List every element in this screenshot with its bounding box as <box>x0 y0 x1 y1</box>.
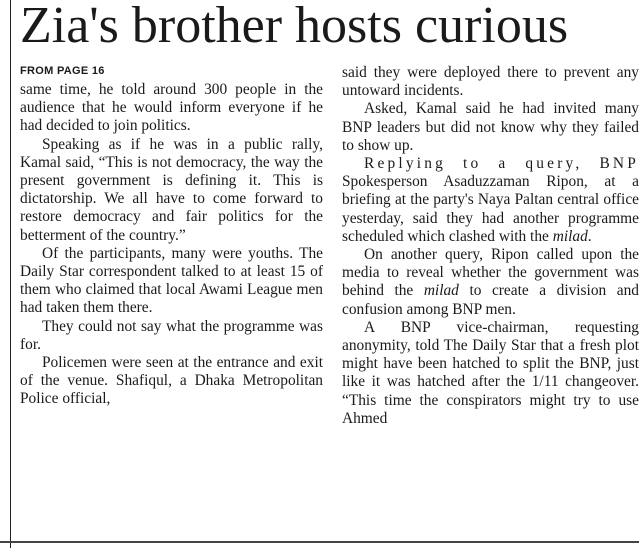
article-column-2 <box>342 64 639 428</box>
paragraph-9-b: to create a division and confusion among BNP men. <box>342 282 639 318</box>
paragraph-9-a: On another query, Ripon called upon the media to reveal whether the government was behind the <box>342 246 639 300</box>
paragraph-9 <box>342 246 639 319</box>
paragraph-8 <box>342 155 639 246</box>
continued-from-kicker: FROM PAGE 16 <box>20 65 105 77</box>
paragraph-8-italic: milad <box>552 227 588 245</box>
paragraph-10: A BNP vice-chairman, requesting anonymity, told The Daily Star that a fresh plot might have been hatched to split the BNP, just like it was hatched after the 1/11 changeover. “This time the conspirators might try to use Ahmed <box>342 318 639 427</box>
paragraph-3: Of the participants, many were youths. The Daily Star correspondent talked to at least 15 of them who claimed that local Awami League men had taken them there. <box>20 244 323 317</box>
bottom-rule <box>0 541 639 543</box>
paragraph-6: said they were deployed there to prevent any untoward incidents. <box>342 64 639 100</box>
paragraph-5: Policemen were seen at the entrance and exit of the venue. Shafiqul, a Dhaka Metropolitan Police official, <box>20 354 323 408</box>
paragraph-4: They could not say what the programme was for. <box>20 317 323 353</box>
article-column-1 <box>20 64 323 409</box>
paragraph-8-lead: Replying to a query, BNP <box>364 155 639 173</box>
paragraph-7: Asked, Kamal said he had invited many BNP leaders but did not know why they failed to show up. <box>342 100 639 154</box>
paragraph-9-italic: milad <box>423 282 459 300</box>
paragraph-8-end: . <box>587 227 592 245</box>
paragraph-8-body: Spokesperson Asaduzzaman Ripon, at a briefing at the party's Naya Paltan central office yesterday, said they had another programme scheduled which clashed with the <box>342 173 639 245</box>
column-rule-left <box>10 0 11 548</box>
paragraph-1: same time, he told around 300 people in the audience that he would inform everyone if he had decided to join politics. <box>20 81 323 135</box>
headline: Zia's brother hosts curious <box>20 0 569 54</box>
paragraph-2: Speaking as if he was in a public rally, Kamal said, “This is not democracy, the way the present government is defining it. This is dictatorship. We all have to come forward to restore democracy and fair politics for the betterment of the country.” <box>20 135 323 244</box>
